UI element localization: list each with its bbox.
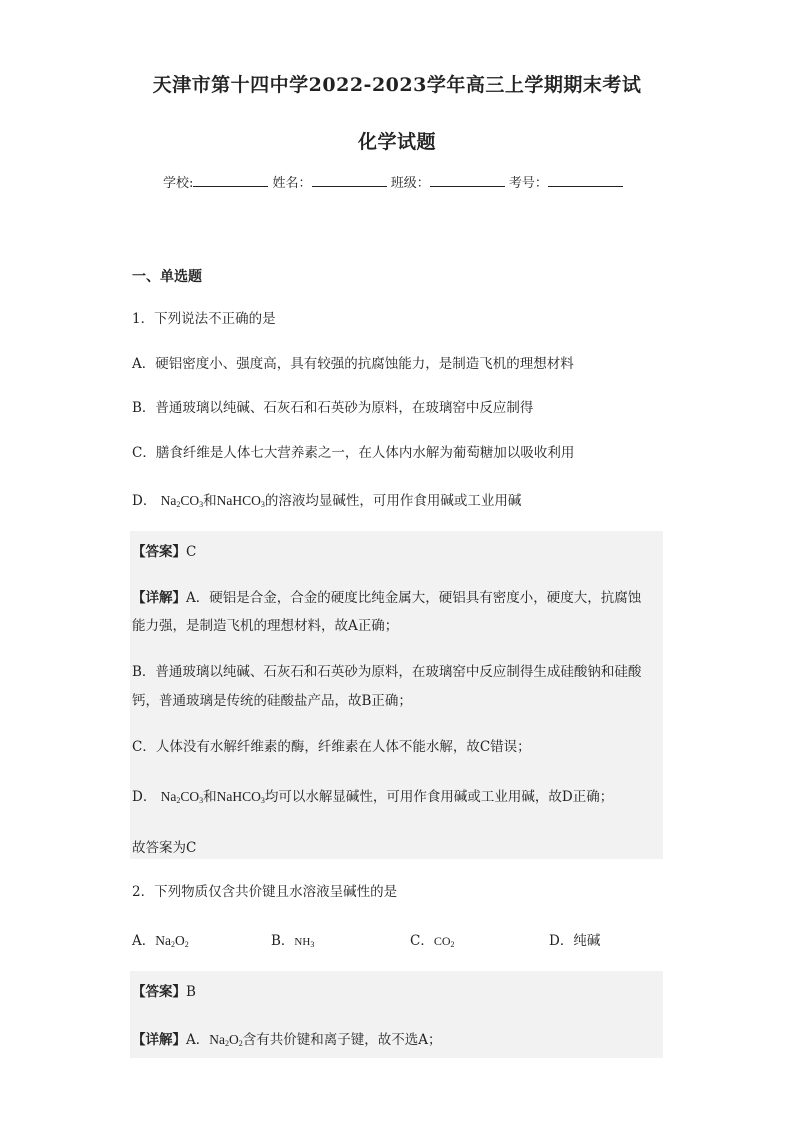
chem-formula: $Na_2O_2$: [155, 933, 189, 949]
q1-detail-b-line1: B．普通玻璃以纯碱、石灰石和石英砂为原料，在玻璃窑中反应制得生成硅酸钠和硅酸: [132, 664, 642, 680]
school-blank[interactable]: [193, 174, 268, 187]
q1-detail-d: D． $Na_2CO_3$和NaHCO$_3$均可以水解显碱性，可用作食用碱或工业用碱，故D正确；: [132, 789, 614, 805]
q1-option-a: A．硬铝密度小、强度高，具有较强的抗腐蚀能力，是制造飞机的理想材料: [132, 356, 574, 372]
q1-detail-a-line1: 【详解】A．硬铝是合金，合金的硬度比纯金属大，硬铝具有密度小，硬度大，抗腐蚀: [132, 590, 642, 606]
q2-option-d: D．纯碱: [549, 933, 601, 949]
chem-formula: $Na_2O_2$: [209, 1032, 243, 1048]
name-blank[interactable]: [312, 174, 387, 187]
q1-option-b: B．普通玻璃以纯碱、石灰石和石英砂为原料，在玻璃窑中反应制得: [132, 400, 534, 416]
document-title: 天津市第十四中学2022-2023学年高三上学期期末考试: [152, 74, 642, 96]
class-label: 班级：: [390, 176, 430, 191]
chem-formula: $Na_2CO_3$: [160, 493, 204, 509]
number-blank[interactable]: [548, 174, 623, 187]
q1-detail-a-line2: 能力强，是制造飞机的理想材料，故A正确；: [132, 618, 399, 634]
q1-conclusion: 故答案为C: [132, 840, 197, 856]
chem-formula: $CO_2$: [433, 934, 455, 949]
name-label: 姓名：: [272, 176, 312, 191]
student-info-line: [163, 172, 623, 191]
q1-stem: 1．下列说法不正确的是: [132, 311, 276, 327]
section-heading: 一、单选题: [132, 269, 202, 285]
q2-stem: 2．下列物质仅含共价键且水溶液呈碱性的是: [132, 884, 398, 900]
q2-option-a: A．$Na_2O_2$: [132, 933, 189, 949]
chem-formula: $NH_3$: [294, 936, 315, 949]
q1-detail-c: C．人体没有水解纤维素的酶，纤维素在人体不能水解，故C错误；: [132, 739, 531, 755]
document-subtitle: 化学试题: [357, 131, 436, 153]
number-label: 考号：: [508, 176, 548, 191]
school-label: 学校:: [163, 176, 194, 191]
chem-formula: NaHCO$_3$: [216, 493, 265, 509]
q1-answer: 【答案】C: [132, 544, 197, 560]
chem-formula: $Na_2CO_3$: [160, 789, 204, 805]
q2-detail-a: 【详解】A．$Na_2O_2$含有共价键和离子键，故不选A；: [132, 1032, 442, 1048]
q2-option-c: C．$CO_2$: [410, 933, 455, 949]
chem-formula: NaHCO$_3$: [216, 789, 265, 805]
q1-option-d: D． $Na_2CO_3$和NaHCO$_3$的溶液均显碱性，可用作食用碱或工业用碱: [132, 493, 522, 509]
q2-option-b: B．$NH_3$: [271, 933, 315, 949]
q1-detail-b-line2: 钙，普通玻璃是传统的硅酸盐产品，故B正确；: [132, 693, 412, 709]
q2-answer: 【答案】B: [132, 984, 196, 1000]
class-blank[interactable]: [430, 174, 505, 187]
q1-option-c: C．膳食纤维是人体七大营养素之一，在人体内水解为葡萄糖加以吸收利用: [132, 445, 575, 461]
